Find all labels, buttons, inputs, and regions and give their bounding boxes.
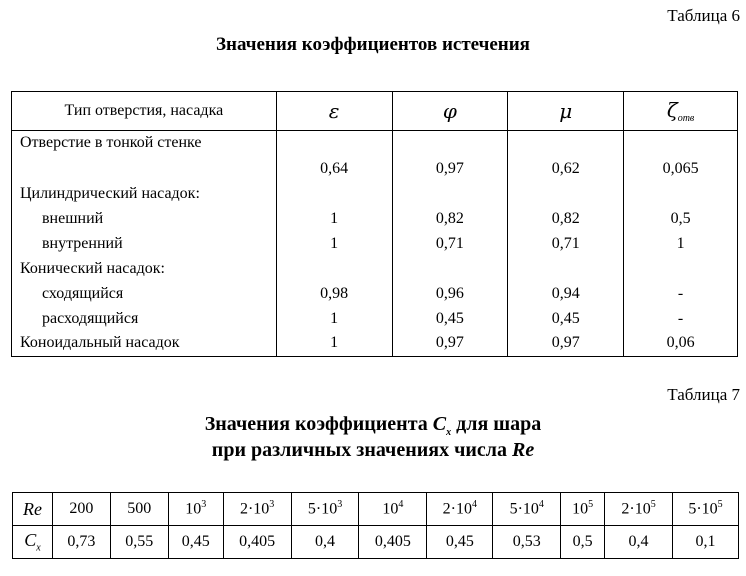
table6-row [12,331,738,357]
row-value-zeta: - [624,307,738,331]
cx-row-head: $C_x$ [13,526,53,559]
row-value-phi: 0,96 [392,282,508,307]
cx-table [12,492,739,559]
table6-label: Таблица 6 [667,6,740,25]
header-type: Тип отверстия, насадка [12,92,277,131]
table6-row [12,131,738,156]
row-value-eps: 1 [276,207,392,232]
cx-value-cell: 0,405 [359,526,427,559]
re-value-cell: $10^5$ [561,493,605,526]
table7-title-line2: при различных значениях числа Re [211,439,535,461]
row-value-mu: 0,97 [508,331,624,357]
row-value-zeta: 1 [624,232,738,257]
row-name-cell: сходящийся [12,282,277,307]
header-phi: φ [392,92,508,131]
re-value-cell: $10^4$ [359,493,427,526]
row-value-mu [508,257,624,282]
row-value-eps: 1 [276,331,392,357]
row-value-eps [276,182,392,207]
row-value-phi: 0,97 [392,156,508,182]
cx-value-cell: 0,1 [672,526,738,559]
row-value-mu [508,131,624,156]
row-name-cell: Отверстие в тонкой стенке [12,131,277,156]
header-zeta: $\zeta_{отв}$ [624,92,738,131]
row-value-zeta: 0,5 [624,207,738,232]
row-name-cell: расходящийся [12,307,277,331]
table6-row [12,232,738,257]
cx-value-cell: 0,45 [168,526,223,559]
row-value-phi: 0,45 [392,307,508,331]
row-value-phi: 0,82 [392,207,508,232]
row-value-eps: 1 [276,307,392,331]
row-name-cell [12,156,277,182]
row-name-cell: Цилиндрический насадок: [12,182,277,207]
re-value-cell: $5\cdot 10^3$ [291,493,359,526]
re-value-cell: $2\cdot 10^5$ [605,493,673,526]
row-value-mu: 0,45 [508,307,624,331]
row-value-phi [392,131,508,156]
cx-value-cell: 0,405 [223,526,291,559]
row-value-phi: 0,71 [392,232,508,257]
row-value-mu: 0,94 [508,282,624,307]
row-value-zeta [624,257,738,282]
re-row-head: Re [13,493,53,526]
row-value-phi [392,257,508,282]
row-value-zeta: - [624,282,738,307]
table6-header-row [12,92,738,131]
row-value-zeta [624,182,738,207]
row-value-zeta: 0,065 [624,156,738,182]
table7-label: Таблица 7 [667,385,740,404]
re-value-cell: $5\cdot 10^4$ [493,493,561,526]
re-value-cell: $10^3$ [168,493,223,526]
row-name-cell: внешний [12,207,277,232]
row-value-eps: 1 [276,232,392,257]
row-value-phi [392,182,508,207]
row-value-zeta: 0,06 [624,331,738,357]
table7-title-line1: Значения коэффициента $C_x$ для шара [204,413,542,438]
re-value-cell: $5\cdot 10^5$ [672,493,738,526]
row-value-eps: 0,98 [276,282,392,307]
header-epsilon: ε [276,92,392,131]
table6-row [12,307,738,331]
cx-value-cell: 0,4 [291,526,359,559]
row-name-cell: Конический насадок: [12,257,277,282]
row-value-mu [508,182,624,207]
row-name-cell: внутренний [12,232,277,257]
table6-row [12,207,738,232]
row-value-eps [276,257,392,282]
row-value-eps: 0,64 [276,156,392,182]
cx-value-cell: 0,55 [110,526,168,559]
cx-row [13,526,739,559]
coefficients-table [11,91,738,357]
table6-title: Значения коэффициентов истечения [216,34,530,55]
row-value-mu: 0,71 [508,232,624,257]
cx-value-cell: 0,73 [52,526,110,559]
cx-value-cell: 0,45 [427,526,493,559]
table6-row [12,182,738,207]
re-value-cell: $2\cdot 10^3$ [223,493,291,526]
re-value-cell: $2\cdot 10^4$ [427,493,493,526]
header-mu: μ [508,92,624,131]
row-value-mu: 0,62 [508,156,624,182]
table6-row [12,156,738,182]
row-value-eps [276,131,392,156]
table6-row [12,282,738,307]
re-value-cell: 500 [110,493,168,526]
row-value-phi: 0,97 [392,331,508,357]
re-value-cell: 200 [52,493,110,526]
table6-row [12,257,738,282]
row-name-cell: Коноидальный насадок [12,331,277,357]
cx-value-cell: 0,53 [493,526,561,559]
row-value-mu: 0,82 [508,207,624,232]
cx-value-cell: 0,4 [605,526,673,559]
row-value-zeta [624,131,738,156]
re-row [13,493,739,526]
cx-value-cell: 0,5 [561,526,605,559]
